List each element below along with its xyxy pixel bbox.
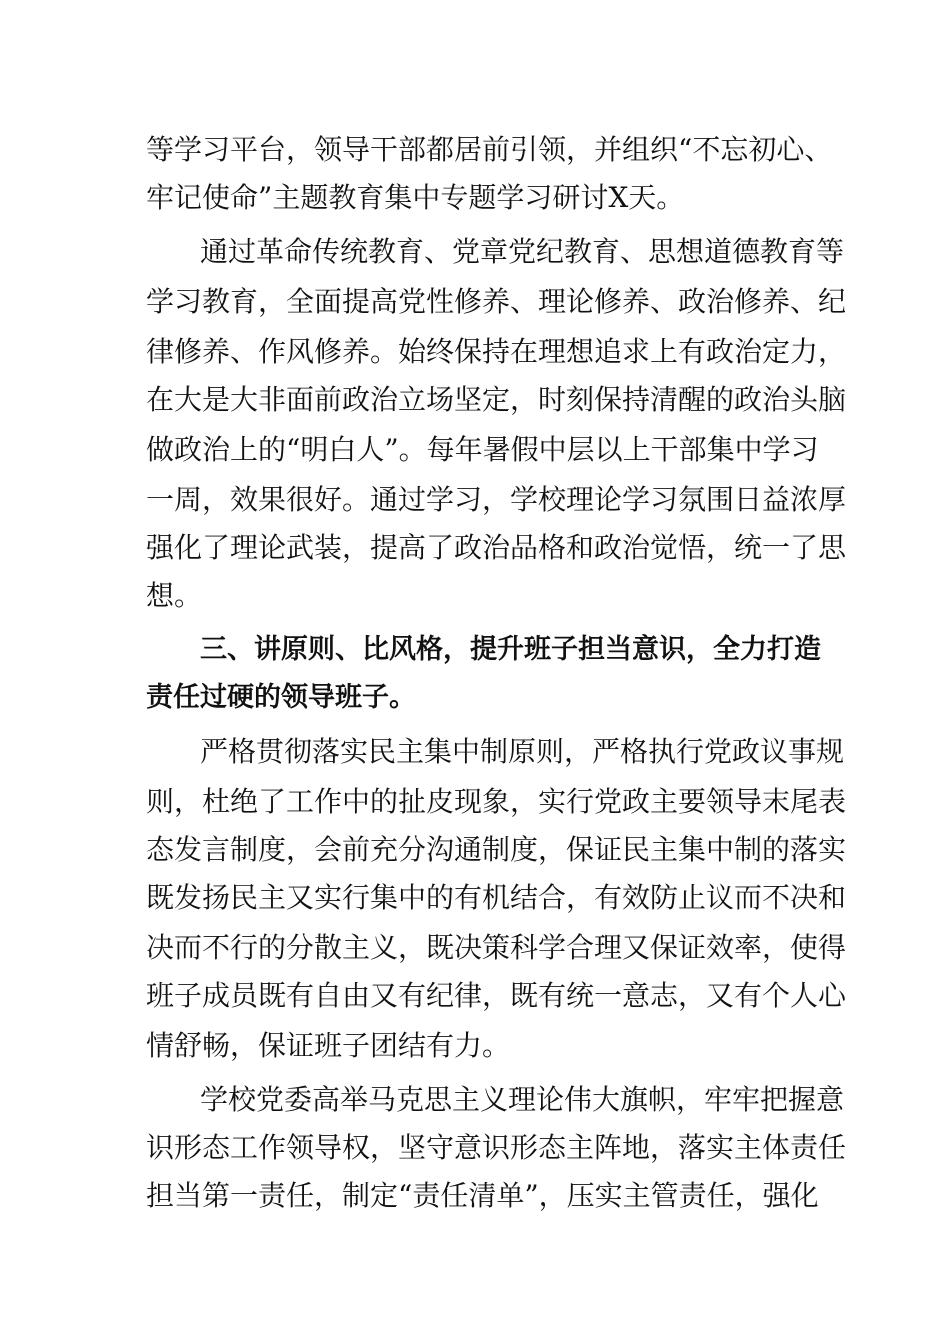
text-line: 识形态工作领导权，坚守意识形态主阵地，落实主体责任: [146, 1131, 847, 1164]
text-line: 想。: [146, 579, 203, 612]
section-heading: 三、讲原则、比风格，提升班子担当意识，全力打造: [200, 634, 821, 665]
text-line: 在大是大非面前政治立场坚定，时刻保持清醒的政治头脑: [146, 383, 847, 416]
section-heading: 责任过硬的领导班子。: [146, 682, 416, 713]
text-line: 决而不行的分散主义，既决策科学合理又保证效率，使得: [146, 931, 847, 964]
text-line: 一周，效果很好。通过学习，学校理论学习氛围日益浓厚: [146, 483, 847, 516]
text-line: 强化了理论武装，提高了政治品格和政治觉悟，统一了思: [146, 531, 847, 564]
text-line: 律修养、作风修养。始终保持在理想追求上有政治定力，: [146, 335, 847, 368]
text-line: 则，杜绝了工作中的扯皮现象，实行党政主要领导末尾表: [146, 785, 847, 818]
paragraph-start-line: 通过革命传统教育、党章党纪教育、思想道德教育等: [200, 235, 845, 268]
paragraph-start-line: 学校党委高举马克思主义理论伟大旗帜，牢牢把握意: [200, 1083, 845, 1116]
paragraph-start-line: 严格贯彻落实民主集中制原则，严格执行党政议事规: [200, 735, 845, 768]
text-line: 态发言制度，会前充分沟通制度，保证民主集中制的落实: [146, 833, 847, 866]
text-line: 情舒畅，保证班子团结有力。: [146, 1029, 511, 1062]
text-line: 牢记使命”主题教育集中专题学习研讨X天。: [146, 181, 685, 214]
text-line: 学习教育，全面提高党性修养、理论修养、政治修养、纪: [146, 285, 847, 318]
text-line: 等学习平台，领导干部都居前引领，并组织“不忘初心、: [146, 133, 833, 166]
text-line: 既发扬民主又实行集中的有机结合，有效防止议而不决和: [146, 881, 847, 914]
text-line: 班子成员既有自由又有纪律，既有统一意志，又有个人心: [146, 979, 847, 1012]
text-line: 担当第一责任，制定“责任清单”，压实主管责任，强化: [146, 1179, 819, 1212]
text-line: 做政治上的“明白人”。每年暑假中层以上干部集中学习: [146, 433, 819, 466]
